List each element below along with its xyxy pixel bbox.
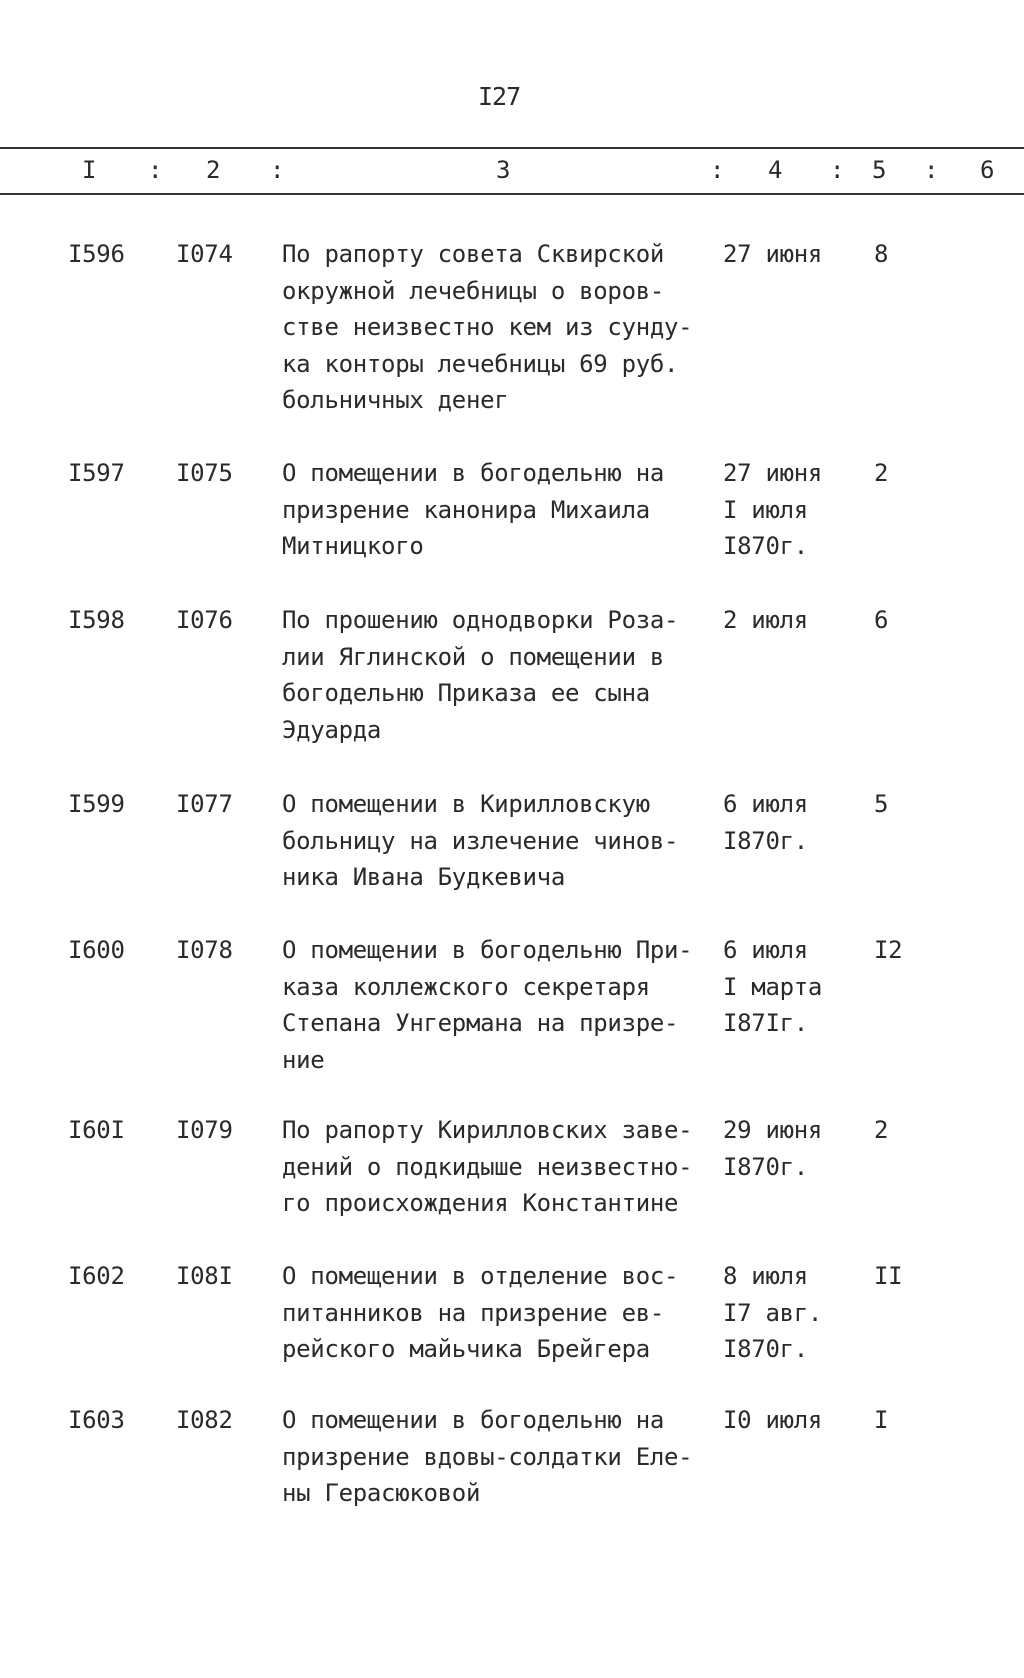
date-line: I марта [723,972,823,1001]
description-line: окружной лечебницы о воров- [282,276,665,305]
date-line: I870г. [723,1152,808,1181]
date-line: I7 авг. [723,1298,823,1327]
case-description [282,602,678,748]
column-header: 3 [496,156,511,184]
description-line: ника Ивана Будкевича [282,863,565,891]
case-description [282,1258,678,1368]
date-line: 29 июня [723,1116,823,1144]
description-line: По рапорту Кирилловских заве- [282,1116,693,1144]
date-line: I870г. [723,826,808,855]
sheet-count: 2 [874,459,889,487]
description-line: питанников на призрение ев- [282,1298,665,1327]
date-line: 6 июля [723,936,808,964]
description-line: О помещении в отделение вос- [282,1262,679,1290]
case-dates [723,602,808,639]
date-line: I0 июля [723,1406,823,1434]
description-line: Митницкого [282,532,424,560]
record-number: I603 [68,1406,125,1434]
description-line: О помещении в богодельню При- [282,936,693,964]
header-top-rule [0,147,1024,149]
file-number: I075 [176,459,233,487]
date-line: 27 июня [723,459,823,487]
description-line: каза коллежского секретаря [282,972,650,1001]
description-line: ка конторы лечебницы 69 руб. [282,349,679,378]
file-number: I082 [176,1406,233,1434]
case-dates [723,786,808,859]
file-number: I077 [176,790,233,818]
case-dates [723,1112,822,1185]
description-line: го происхождения Константине [282,1189,679,1217]
description-line: дений о подкидыше неизвестно- [282,1152,693,1181]
column-header: I [82,156,97,184]
date-line: 6 июля [723,790,808,818]
record-number: I599 [68,790,125,818]
case-description [282,236,692,419]
case-description [282,455,664,565]
file-number: I076 [176,606,233,634]
case-dates [723,1402,822,1439]
column-separator: : [710,156,725,184]
column-separator: : [924,156,939,184]
column-separator: : [148,156,163,184]
date-line: I87Iг. [723,1009,808,1037]
column-separator: : [830,156,845,184]
record-number: I596 [68,240,125,268]
date-line: 2 июля [723,606,808,634]
column-header: 5 [872,156,887,184]
case-description [282,786,678,896]
sheet-count: II [874,1262,903,1290]
page-number: I27 [478,82,521,111]
file-number: I074 [176,240,233,268]
description-line: рейского майьчика Брейгера [282,1335,650,1363]
record-number: I602 [68,1262,125,1290]
description-line: По прошению однодворки Роза- [282,606,679,634]
sheet-count: 5 [874,790,889,818]
column-header: 2 [206,156,221,184]
case-description [282,932,692,1078]
date-line: 8 июля [723,1262,808,1290]
date-line: I июля [723,495,808,524]
file-number: I08I [176,1262,233,1290]
case-description [282,1112,692,1222]
column-header: 4 [768,156,783,184]
sheet-count: 6 [874,606,889,634]
description-line: О помещении в Кирилловскую [282,790,650,818]
column-header: 6 [980,156,995,184]
description-line: О помещении в богодельню на [282,1406,665,1434]
description-line: стве неизвестно кем из сунду- [282,313,693,341]
description-line: ние [282,1045,325,1074]
description-line: О помещении в богодельню на [282,459,665,487]
file-number: I078 [176,936,233,964]
record-number: I598 [68,606,125,634]
file-number: I079 [176,1116,233,1144]
case-dates [723,236,822,273]
sheet-count: I2 [874,936,903,964]
sheet-count: 2 [874,1116,889,1144]
case-dates [723,1258,822,1368]
description-line: больничных денег [282,386,509,414]
date-line: I870г. [723,1335,808,1363]
description-line: призрение канонира Михаила [282,495,650,524]
description-line: ны Герасюковой [282,1479,481,1507]
column-separator: : [270,156,285,184]
date-line: 27 июня [723,240,823,268]
header-bottom-rule [0,193,1024,195]
description-line: лии Яглинской о помещении в [282,642,665,671]
description-line: По рапорту совета Сквирской [282,240,665,268]
description-line: больницу на излечение чинов- [282,826,679,855]
case-dates [723,932,822,1042]
description-line: призрение вдовы-солдатки Еле- [282,1442,693,1471]
date-line: I870г. [723,532,808,560]
description-line: Степана Унгермана на призре- [282,1009,679,1037]
sheet-count: I [874,1406,889,1434]
record-number: I60I [68,1116,125,1144]
description-line: богодельню Приказа ее сына [282,679,650,707]
sheet-count: 8 [874,240,889,268]
case-description [282,1402,692,1512]
description-line: Эдуарда [282,715,382,744]
record-number: I597 [68,459,125,487]
case-dates [723,455,822,565]
record-number: I600 [68,936,125,964]
